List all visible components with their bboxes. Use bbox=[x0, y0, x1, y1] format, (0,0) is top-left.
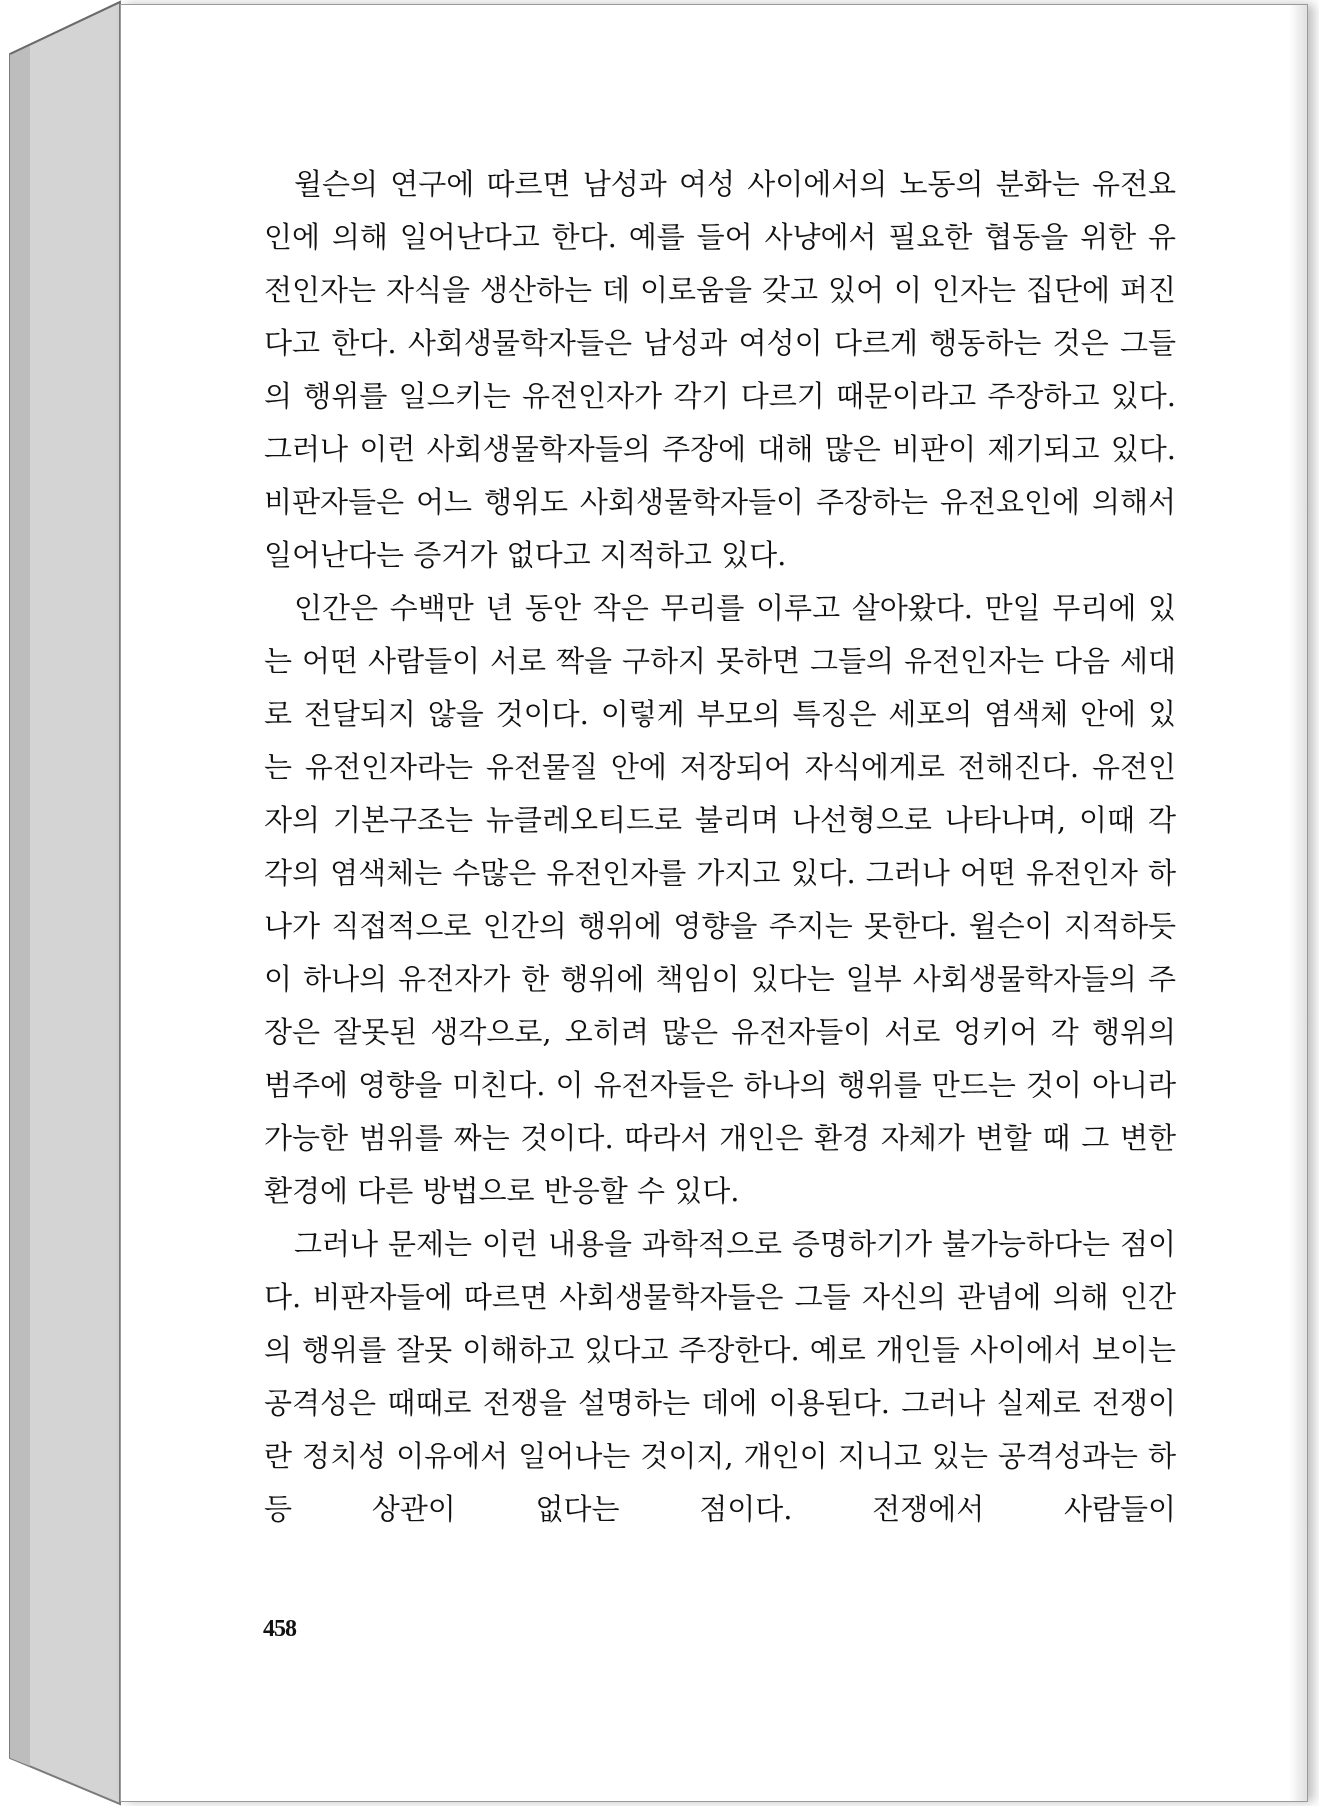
page-number: 458 bbox=[263, 1616, 296, 1642]
book-spine-shade bbox=[10, 45, 30, 1766]
page-edge-shadow bbox=[1289, 5, 1307, 1801]
paragraph-1: 윌슨의 연구에 따르면 남성과 여성 사이에서의 노동의 분화는 유전요인에 의해 일어난다고 한다. 예를 들어 사냥에서 필요한 협동을 위한 유전인자는 자식을 생산하는 데 이로움을 갖고 있어 이 인자는 집단에 퍼진다고 한다. 사회생물학자들은 남성과 여성이 다르게 행동하는 것은 그들의 행위를 일으키는 유전인자가 각기 다르기 때문이라고 주장하고 있다. 그러나 이런 사회생물학자들의 주장에 대해 많은 비판이 제기되고 있다. 비판자들은 어느 행위도 사회생물학자들이 주장하는 유전요인에 의해서 일어난다는 증거가 없다고 지적하고 있다. bbox=[264, 167, 1176, 572]
paragraph-3: 그러나 문제는 이런 내용을 과학적으로 증명하기가 불가능하다는 점이다. 비판자들에 따르면 사회생물학자들은 그들 자신의 관념에 의해 인간의 행위를 잘못 이해하고 있다고 주장한다. 예로 개인들 사이에서 보이는 공격성은 때때로 전쟁을 설명하는 데에 이용된다. 그러나 실제로 전쟁이란 정치성 이유에서 일어나는 것이지, 개인이 지니고 있는 공격성과는 하등 상관이 없다는 점이다. 전쟁에서 사람들이 bbox=[264, 1227, 1176, 1526]
paragraph-2: 인간은 수백만 년 동안 작은 무리를 이루고 살아왔다. 만일 무리에 있는 어떤 사람들이 서로 짝을 구하지 못하면 그들의 유전인자는 다음 세대로 전달되지 않을 것이다. 이렇게 부모의 특징은 세포의 염색체 안에 있는 유전인자라는 유전물질 안에 저장되어 자식에게로 전해진다. 유전인자의 기본구조는 뉴클레오티드로 불리며 나선형으로 나타나며, 이때 각각의 염색체는 수많은 유전인자를 가지고 있다. 그러나 어떤 유전인자 하나가 직접적으로 인간의 행위에 영향을 주지는 못한다. 윌슨이 지적하듯이 하나의 유전자가 한 행위에 책임이 있다는 일부 사회생물학자들의 주장은 잘못된 생각으로, 오히려 많은 유전자들이 서로 엉키어 각 행위의 범주에 영향을 미친다. 이 유전자들은 하나의 행위를 만드는 것이 아니라 가능한 범위를 짜는 것이다. 따라서 개인은 환경 자체가 변할 때 그 변한 환경에 다른 방법으로 반응할 수 있다. bbox=[264, 591, 1176, 1208]
body-text bbox=[264, 158, 1176, 1536]
